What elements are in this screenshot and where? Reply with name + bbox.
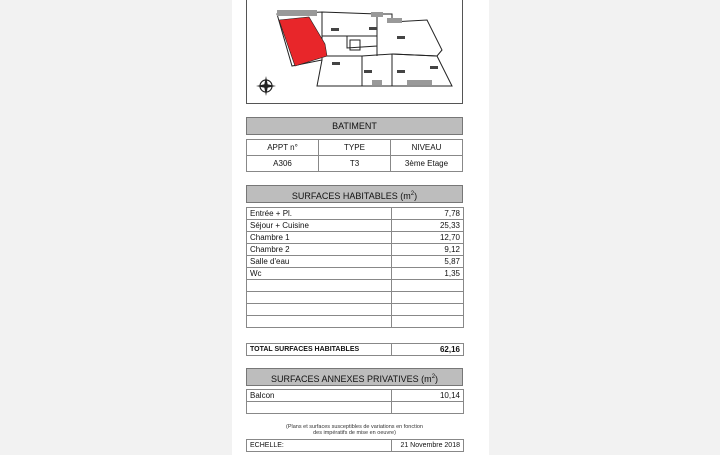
disclaimer-note: (Plans et surfaces susceptibles de variations en fonction des impératifs de mise en oeuvre) [286,424,423,436]
apartment-highlight [279,17,327,66]
table-row: Entrée + Pl. 7,78 [247,208,464,220]
empty-row [247,316,464,328]
floor-plan [246,0,463,104]
header-appt: APPT n° [247,140,319,156]
empty-row [247,280,464,292]
empty-row [247,402,464,414]
value-appt: A306 [247,156,319,172]
annexes-header: SURFACES ANNEXES PRIVATIVES $(m^2)$ [246,368,463,386]
total-table [246,343,464,356]
header-niveau: NIVEAU [391,140,463,156]
echelle-table: ECHELLE: 21 Novembre 2018 [246,439,464,452]
value-niveau: 3ème Etage [391,156,463,172]
total-label: TOTAL SURFACES HABITABLES [247,344,392,356]
table-row: Wc 1,35 [247,268,464,280]
table-row: Chambre 1 12,70 [247,232,464,244]
batiment-table [246,139,463,172]
annexes-table [246,389,464,414]
surfaces-table [246,207,464,328]
total-value: 62,16 [392,344,464,356]
surfaces-habitables-header: SURFACES HABITABLES $(m^2)$ [246,185,463,203]
table-row: Séjour + Cuisine 25,33 [247,220,464,232]
empty-row [247,304,464,316]
header-type: TYPE [319,140,391,156]
empty-row [247,292,464,304]
table-row: Balcon 10,14 [247,390,464,402]
table-row: Chambre 2 9,12 [247,244,464,256]
compass-icon [256,76,276,96]
value-type: T3 [319,156,391,172]
table-row: Salle d'eau 5,87 [247,256,464,268]
batiment-header: BATIMENT [246,117,463,135]
